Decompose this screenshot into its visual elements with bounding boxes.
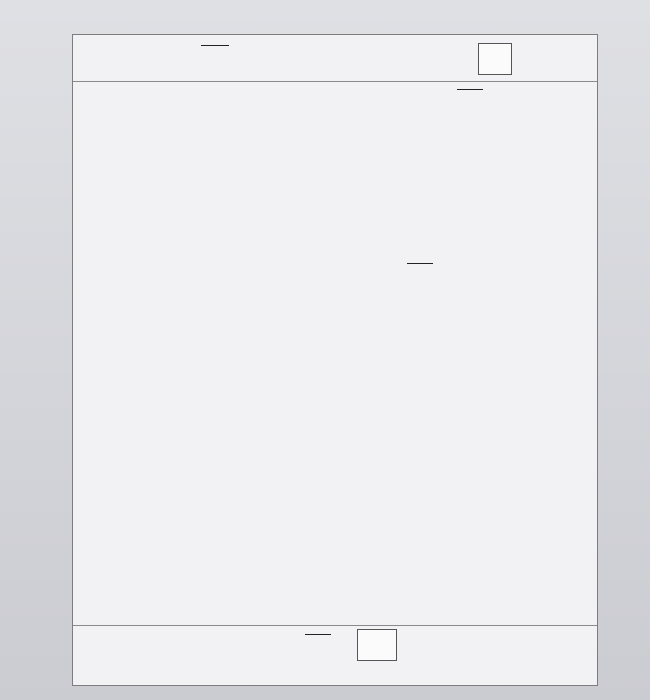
decimal-answer-box[interactable] <box>478 43 512 75</box>
number-line <box>73 153 599 223</box>
hundreds-grid <box>186 315 478 605</box>
header-fraction <box>201 43 229 49</box>
fraction-bar <box>457 89 483 90</box>
number-line-fraction <box>457 87 483 93</box>
footer-fraction <box>305 632 331 638</box>
footer-answer-box[interactable] <box>357 629 397 661</box>
fraction-bar <box>305 634 331 635</box>
divider <box>73 81 597 82</box>
worksheet <box>72 34 598 686</box>
fraction-bar <box>201 45 229 46</box>
hundreds-chart-fraction <box>407 261 433 267</box>
divider <box>73 625 597 626</box>
fraction-bar <box>407 263 433 264</box>
